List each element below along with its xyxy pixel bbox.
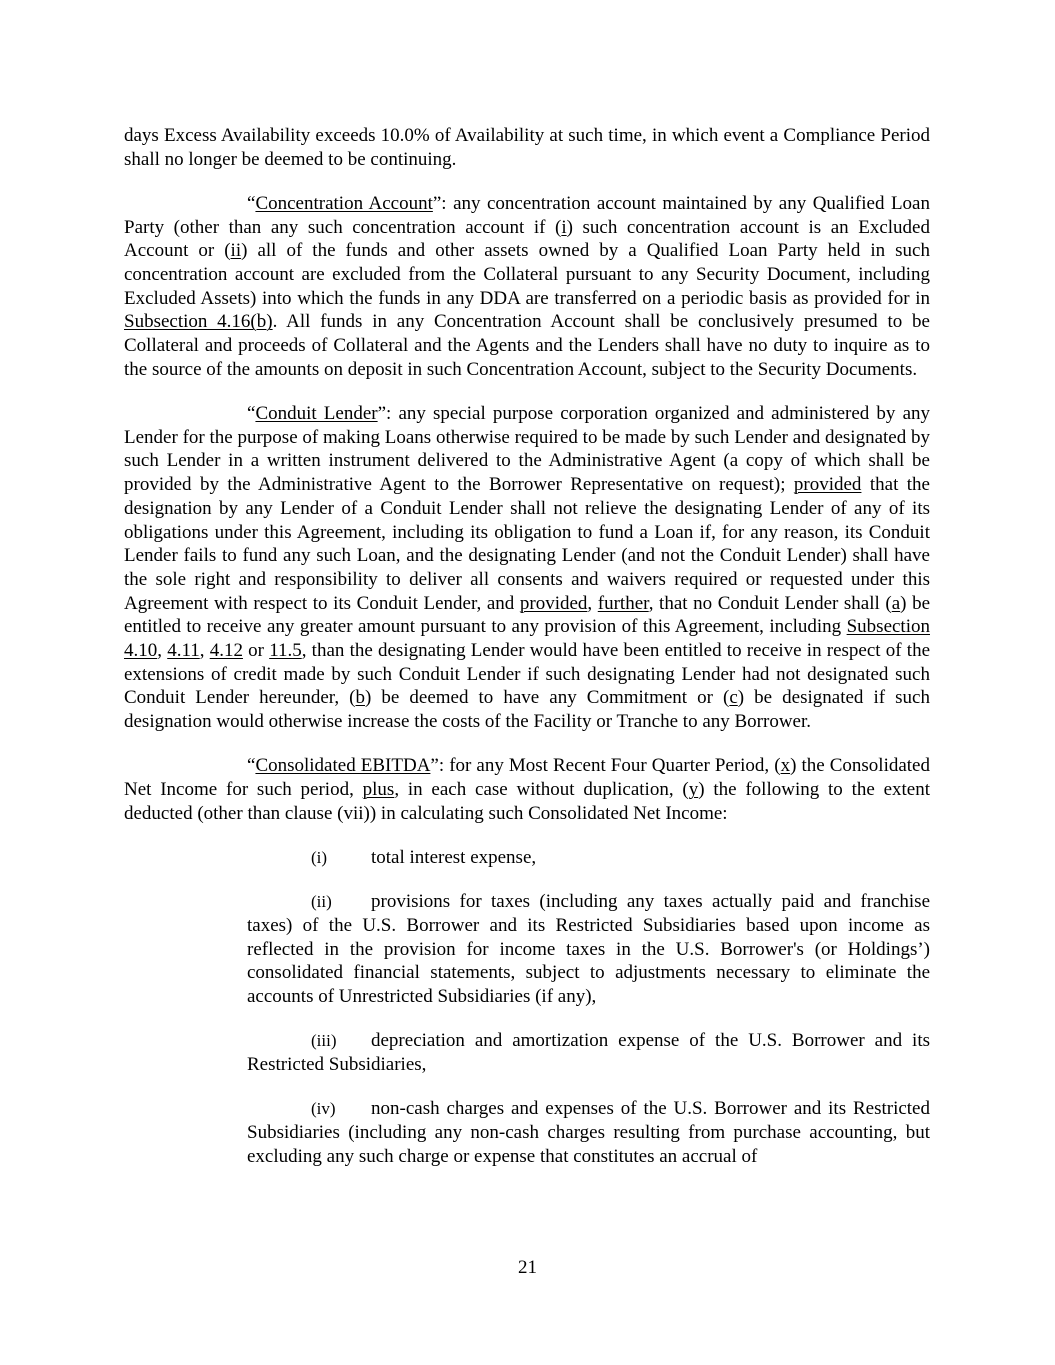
definition-text: ”: any special purpose corporation organized and administered by any Lender for the purpose of making Loans otherwise required to be made by such Lender and designated by such Lender in a written instrument delivered to the Administrative Agent (a copy of which shall be provided by the Administrative Agent to the Borrower Representative on request); xyxy=(124,403,930,496)
cross-reference: 4.12 xyxy=(209,640,243,662)
definition-text: ) such concentration account is an Excluded Account or ( xyxy=(124,216,930,262)
list-item-number: (i) xyxy=(311,847,328,867)
list-item-text: provisions for taxes (including any taxes actually paid and franchise taxes) of the U.S. Borrower and its Restricted Subsidiaries based upon income as reflected in the provision for income taxes in the U.S. Borrower's (or Holdings’) consolidated financial statements, subject to adjustments necessary to eliminate the accounts of Unrestricted Subsidiaries (if any), xyxy=(247,891,930,1007)
page-number: 21 xyxy=(518,1257,537,1278)
list-item xyxy=(247,890,930,1009)
definition-concentration-account xyxy=(124,192,930,382)
list-item-text: total interest expense, xyxy=(371,846,537,868)
separator: , xyxy=(157,640,168,662)
list-item-number: (iv) xyxy=(311,1099,336,1119)
proviso-keyword: provided xyxy=(793,474,862,496)
definition-text: ) be entitled to receive any greater amount pursuant to any provision of this Agreement, including xyxy=(124,592,931,638)
definition-text: that the designation by any Lender of a Conduit Lender shall not relieve the designating Lender of any of its obligations under this Agreement, including its obligation to fund a Loan if, for any reason, its Conduit Lender fails to fund any such Loan, and the designating Lender (and not the Conduit Lender) shall have the sole right and responsibility to deliver all consents and waivers required or requested under this Agreement with respect to its Conduit Lender, and xyxy=(124,474,930,614)
definition-text: , in each case without duplication, ( xyxy=(394,779,689,801)
clause-marker: a xyxy=(891,592,901,614)
list-item xyxy=(247,846,930,870)
definition-conduit-lender xyxy=(124,402,930,734)
proviso-keyword: provided xyxy=(519,592,588,614)
open-quote: “ xyxy=(247,192,256,214)
clause-marker: y xyxy=(688,779,699,801)
list-item-number: (ii) xyxy=(311,892,332,912)
cross-reference: 4.11 xyxy=(167,640,200,662)
definition-consolidated-ebitda xyxy=(124,754,930,825)
definition-text: ) the Consolidated Net Income for such period, xyxy=(124,755,930,801)
definition-text: ) be designated if such designation would otherwise increase the costs of the Facility or Tranche to any Borrower. xyxy=(124,687,930,733)
cross-reference: 11.5 xyxy=(269,640,302,662)
clause-marker: i xyxy=(561,216,567,238)
cross-reference: Subsection 4.16(b) xyxy=(124,311,273,333)
definition-text: ) be deemed to have any Commitment or ( xyxy=(365,687,730,709)
defined-term: Conduit Lender xyxy=(255,403,378,425)
definition-text: , than the designating Lender would have been entitled to receive in respect of the extensions of credit made by such Conduit Lender if such designating Lender had not designated such Conduit Lender hereunder, ( xyxy=(124,640,931,709)
defined-term: Consolidated EBITDA xyxy=(255,755,431,777)
proviso-keyword: further xyxy=(597,592,649,614)
definition-text: . All funds in any Concentration Account shall be conclusively presumed to be Collateral and proceeds of Collateral and the Agents and the Lenders shall have no duty to inquire as to the source of the amounts on deposit in such Concentration Account, subject to the Security Documents. xyxy=(124,311,930,380)
list-item xyxy=(247,1097,930,1168)
clause-marker: c xyxy=(729,687,738,709)
clause-marker: ii xyxy=(230,240,242,262)
definition-text: , that no Conduit Lender shall ( xyxy=(648,592,892,614)
document-page xyxy=(124,124,930,1189)
clause-marker: x xyxy=(780,755,791,777)
definition-text: ”: any concentration account maintained by any Qualified Loan Party (other than any such concentration account if ( xyxy=(124,192,930,238)
list-item-number: (iii) xyxy=(311,1031,337,1051)
definition-text: ) the following to the extent deducted (other than clause (vii)) in calculating such Consolidated Net Income: xyxy=(124,779,931,824)
separator: , xyxy=(199,640,210,662)
separator: , xyxy=(587,592,598,614)
operator-keyword: plus xyxy=(362,779,395,801)
definition-text: ”: for any Most Recent Four Quarter Period, ( xyxy=(430,755,781,777)
list-item-text: depreciation and amortization expense of the U.S. Borrower and its Restricted Subsidiaries, xyxy=(247,1030,930,1075)
clause-marker: b xyxy=(355,687,365,709)
list-item-text: non-cash charges and expenses of the U.S. Borrower and its Restricted Subsidiaries (including any non-cash charges resulting from purchase accounting, but excluding any such charge or expense that constitutes an accrual of xyxy=(247,1098,930,1167)
defined-term: Concentration Account xyxy=(255,192,433,214)
definition-text: ) all of the funds and other assets owned by a Qualified Loan Party held in such concentration account are excluded from the Collateral pursuant to any Security Document, including Excluded Assets) into which the funds in any DDA are transferred on a periodic basis as provided for in xyxy=(124,240,930,309)
separator: or xyxy=(242,640,270,662)
cross-reference: Subsection 4.10 xyxy=(124,616,930,662)
intro-paragraph xyxy=(124,124,930,171)
list-item xyxy=(247,1029,930,1076)
intro-text: days Excess Availability exceeds 10.0% of Availability at such time, in which event a Compliance Period shall no longer be deemed to be continuing. xyxy=(124,125,930,170)
open-quote: “ xyxy=(247,755,256,777)
open-quote: “ xyxy=(247,403,256,425)
